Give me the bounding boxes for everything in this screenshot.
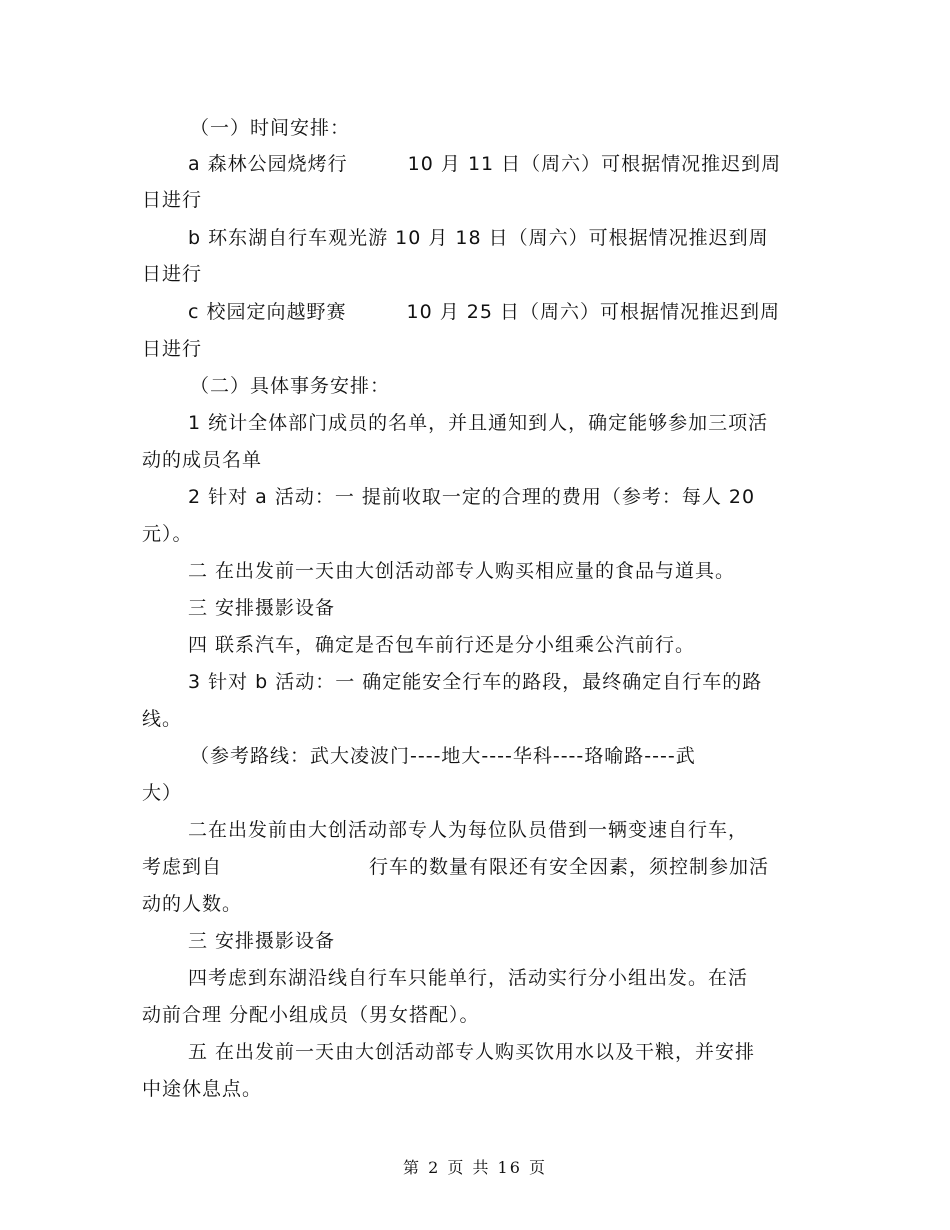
task-2-cont: 元）。: [142, 523, 193, 545]
schedule-item-c-cont: 日进行: [142, 338, 203, 360]
page-number-footer: 第 2 页 共 16 页: [403, 1158, 547, 1177]
task-2-item-3: 三 安排摄影设备: [188, 597, 336, 619]
task-1-cont: 动的成员名单: [142, 449, 263, 471]
task-3-item-5-cont: 中途休息点。: [142, 1078, 263, 1100]
schedule-item-a: a 森林公园烧烤行 10 月 11 日（周六）可根据情况推迟到周: [188, 153, 782, 175]
task-3-item-4-cont: 动前合理 分配小组成员（男女搭配）。: [142, 1004, 480, 1026]
schedule-item-b-cont: 日进行: [142, 263, 203, 285]
schedule-item-b: b 环东湖自行车观光游 10 月 18 日（周六）可根据情况推迟到周: [188, 227, 769, 249]
task-3-item-5: 五 在出发前一天由大创活动部专人购买饮用水以及干粮，并安排: [188, 1041, 756, 1063]
task-3-item-3: 三 安排摄影设备: [188, 930, 336, 952]
task-3-item-2: 二在出发前由大创活动部专人为每位队员借到一辆变速自行车，: [188, 819, 749, 841]
schedule-item-c: c 校园定向越野赛 10 月 25 日（周六）可根据情况推迟到周: [188, 301, 780, 323]
section-heading-tasks: （二）具体事务安排：: [190, 375, 391, 397]
schedule-item-a-cont: 日进行: [142, 189, 203, 211]
route-reference: （参考路线：武大凌波门----地大----华科----珞喻路----武: [190, 745, 696, 767]
section-heading-schedule: （一）时间安排：: [190, 117, 351, 139]
task-2-item-4: 四 联系汽车，确定是否包车前行还是分小组乘公汽前行。: [188, 634, 696, 656]
task-3-cont: 线。: [142, 708, 183, 730]
route-reference-cont: 大）: [142, 782, 183, 804]
task-2-item-2: 二 在出发前一天由大创活动部专人购买相应量的食品与道具。: [188, 560, 736, 582]
task-1: 1 统计全体部门成员的名单，并且通知到人，确定能够参加三项活: [188, 412, 769, 434]
task-3: 3 针对 b 活动：一 确定能安全行车的路段，最终确定自行车的路: [188, 671, 763, 693]
task-2: 2 针对 a 活动：一 提前收取一定的合理的费用（参考：每人 20: [188, 486, 756, 508]
task-3-item-2-cont2: 动的人数。: [142, 893, 243, 915]
task-3-item-4: 四考虑到东湖沿线自行车只能单行，活动实行分小组出发。在活: [188, 967, 749, 989]
task-3-item-2-cont: 考虑到自 行车的数量有限还有安全因素，须控制参加活: [142, 856, 770, 878]
